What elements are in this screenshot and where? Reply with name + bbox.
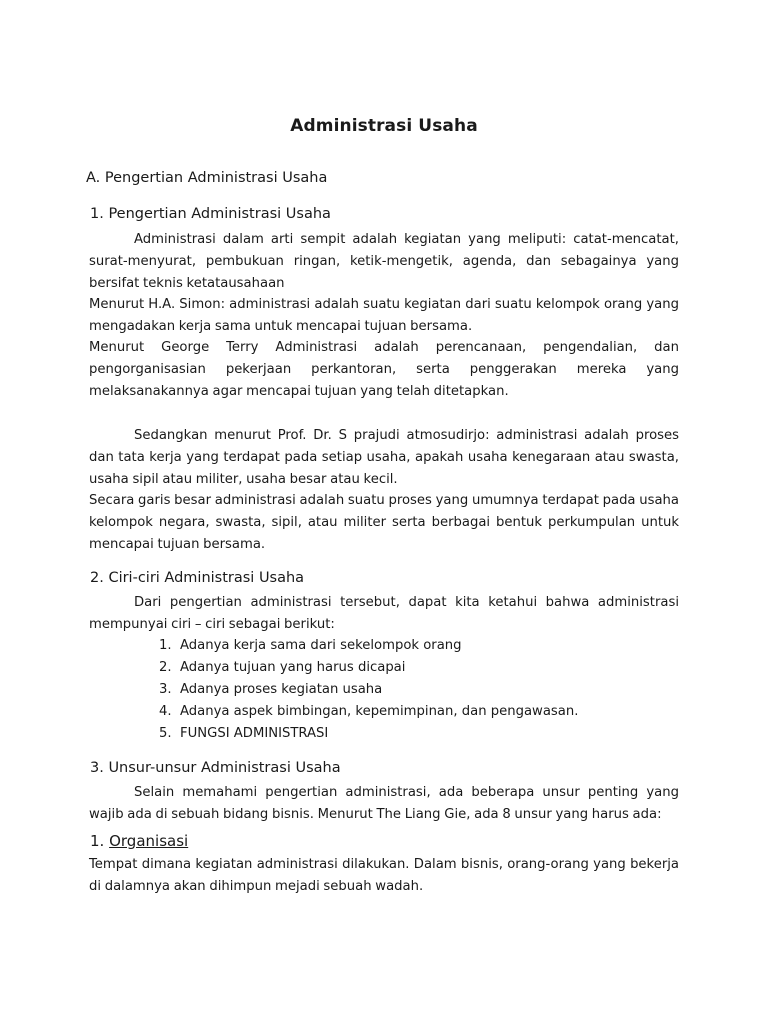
sub2-intro: Dari pengertian administrasi tersebut, dapat kita ketahui bahwa administrasi mempunyai ciri – ciri sebagai berikut: [89,595,679,632]
list-item [89,635,679,657]
sub1-heading: 1. Pengertian Administrasi Usaha [90,206,331,222]
list-item-text: FUNGSI ADMINISTRASI [180,726,329,741]
sub1-paragraph-5: Secara garis besar administrasi adalah suatu proses yang umumnya terdapat pada usaha kelompok negara, swasta, sipil, atau militer serta berbagai bentuk perkumpulan untuk mencapai tujuan bersama. [89,493,679,552]
sub1-paragraph-4: Sedangkan menurut Prof. Dr. S prajudi atmosudirjo: administrasi adalah proses dan tata kerja yang terdapat pada setiap usaha, apakah usaha kenegaraan atau swasta, usaha sipil atau militer, usaha besar atau kecil. [89,428,679,487]
organisasi-heading [90,832,188,850]
list-item-number: 2. [159,660,172,675]
list-item-number: 5. [159,726,172,741]
list-item [89,679,679,701]
sub1-paragraph-2: Menurut H.A. Simon: administrasi adalah suatu kegiatan dari suatu kelompok orang yang mengadakan kerja sama untuk mencapai tujuan bersama. [89,297,679,334]
organisasi-label: Organisasi [109,832,189,850]
list-item-text: Adanya kerja sama dari sekelompok orang [180,638,462,653]
list-item-text: Adanya proses kegiatan usaha [180,682,383,697]
section-a-heading: A. Pengertian Administrasi Usaha [86,170,328,186]
organisasi-text: Tempat dimana kegiatan administrasi dilakukan. Dalam bisnis, orang-orang yang bekerja di dalamnya akan dihimpun mejadi sebuah wadah. [89,857,679,894]
sub3-heading: 3. Unsur-unsur Administrasi Usaha [90,760,341,776]
document-page [86,0,679,1024]
document-title: Administrasi Usaha [290,116,478,136]
organisasi-number: 1. [90,832,105,850]
list-item-number: 3. [159,682,172,697]
list-item [89,657,679,679]
sub1-paragraph-1: Administrasi dalam arti sempit adalah kegiatan yang meliputi: catat-mencatat, surat-menyurat, pembukuan ringan, ketik-mengetik, agenda, dan sebagainya yang bersifat teknis ketatausahaan [89,232,679,291]
sub2-heading: 2. Ciri-ciri Administrasi Usaha [90,570,305,586]
sub3-intro: Selain memahami pengertian administrasi, ada beberapa unsur penting yang wajib ada di sebuah bidang bisnis. Menurut The Liang Gie, ada 8 unsur yang harus ada: [89,785,679,822]
list-item [89,723,679,745]
list-item-number: 1. [159,638,172,653]
list-item-text: Adanya aspek bimbingan, kepemimpinan, dan pengawasan. [180,704,579,719]
list-item-number: 4. [159,704,172,719]
ciri-list [89,635,679,745]
list-item [89,701,679,723]
sub1-paragraph-3: Menurut George Terry Administrasi adalah perencanaan, pengendalian, dan pengorganisasian pekerjaan perkantoran, serta penggerakan mereka yang melaksanakannya agar mencapai tujuan yang telah ditetapkan. [89,340,679,399]
list-item-text: Adanya tujuan yang harus dicapai [180,660,406,675]
